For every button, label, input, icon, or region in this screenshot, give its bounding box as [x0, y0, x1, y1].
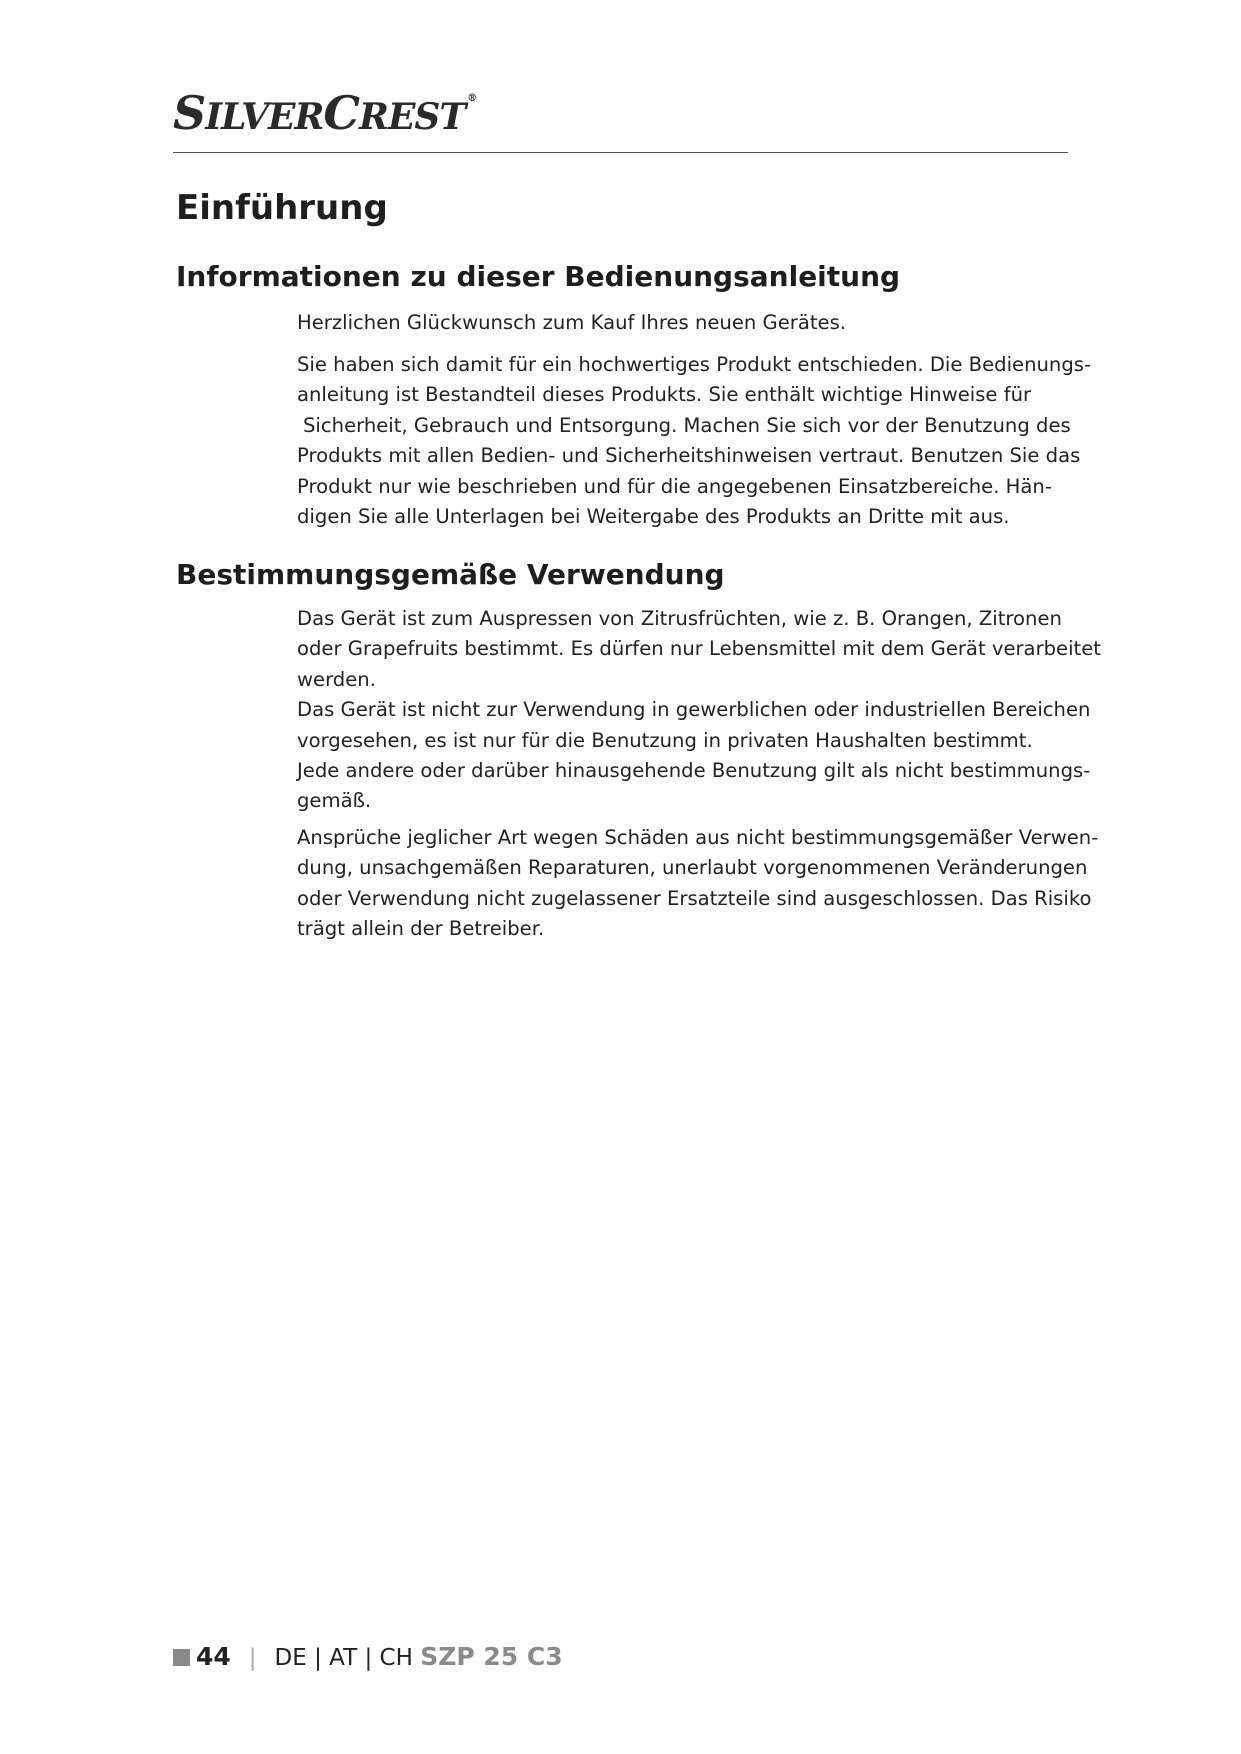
header-rule	[173, 152, 1068, 153]
paragraph-intended-use	[297, 604, 1101, 817]
text-line: Ansprüche jeglicher Art wegen Schäden aus nicht bestimmungsgemäßer Verwen-	[297, 826, 1099, 849]
text-line: digen Sie alle Unterlagen bei Weitergabe des Produkts an Dritte mit aus.	[297, 505, 1010, 529]
text-line: anleitung ist Bestandteil dieses Produkts. Sie enthält wichtige Hinweise für	[297, 383, 1032, 407]
text-line: Sicherheit, Gebrauch und Entsorgung. Machen Sie sich vor der Benutzung des	[303, 413, 1071, 437]
paragraph-information	[297, 350, 1092, 532]
text-line: Jede andere oder darüber hinausgehende Benutzung gilt als nicht bestimmungs-	[297, 759, 1091, 783]
page-footer	[173, 1642, 563, 1673]
text-line: trägt allein der Betreiber.	[297, 917, 545, 941]
section-intro	[297, 308, 1087, 338]
text-line: Produkt nur wie beschrieben und für die angegebenen Einsatzbereiche. Hän-	[297, 474, 1052, 498]
silvercrest-logo: SILVERCREST ®	[173, 86, 477, 140]
text-line: dung, unsachgemäßen Reparaturen, unerlaubt vorgenommenen Veränderungen	[297, 856, 1088, 880]
text-line: Das Gerät ist nicht zur Verwendung in gewerblichen oder industriellen Bereichen	[297, 698, 1091, 722]
text-line: oder Verwendung nicht zugelassener Ersatzteile sind ausgeschlossen. Das Risiko	[297, 886, 1092, 910]
model-number: SZP 25 C3	[420, 1642, 563, 1671]
country-codes: DE | AT | CH	[274, 1645, 413, 1671]
text-line: oder Grapefruits bestimmt. Es dürfen nur Lebensmittel mit dem Gerät verarbeitet	[297, 637, 1101, 661]
paragraph-liability	[297, 823, 1099, 945]
section-heading-information: Informationen zu dieser Bedienungsanleitung	[176, 260, 901, 293]
page-title: Einführung	[176, 188, 388, 228]
text-line: gemäß.	[297, 789, 372, 813]
footer-divider: |	[248, 1645, 257, 1671]
square-icon	[173, 1649, 190, 1666]
text-line: Sie haben sich damit für ein hochwertiges Produkt entschieden. Die Bedienungs-	[297, 353, 1092, 376]
text-line: Produkts mit allen Bedien- und Sicherheitshinweisen vertraut. Benutzen Sie das	[297, 444, 1081, 468]
text-line: werden.	[297, 667, 376, 691]
text-line: vorgesehen, es ist nur für die Benutzung in privaten Haushalten bestimmt.	[297, 728, 1033, 752]
intro-paragraph: Herzlichen Glückwunsch zum Kauf Ihres neuen Gerätes.	[297, 311, 847, 334]
section-heading-intended-use: Bestimmungsgemäße Verwendung	[176, 558, 725, 591]
text-line: Das Gerät ist zum Auspressen von Zitrusfrüchten, wie z. B. Orangen, Zitronen	[297, 607, 1062, 630]
page-number: 44	[196, 1642, 231, 1671]
